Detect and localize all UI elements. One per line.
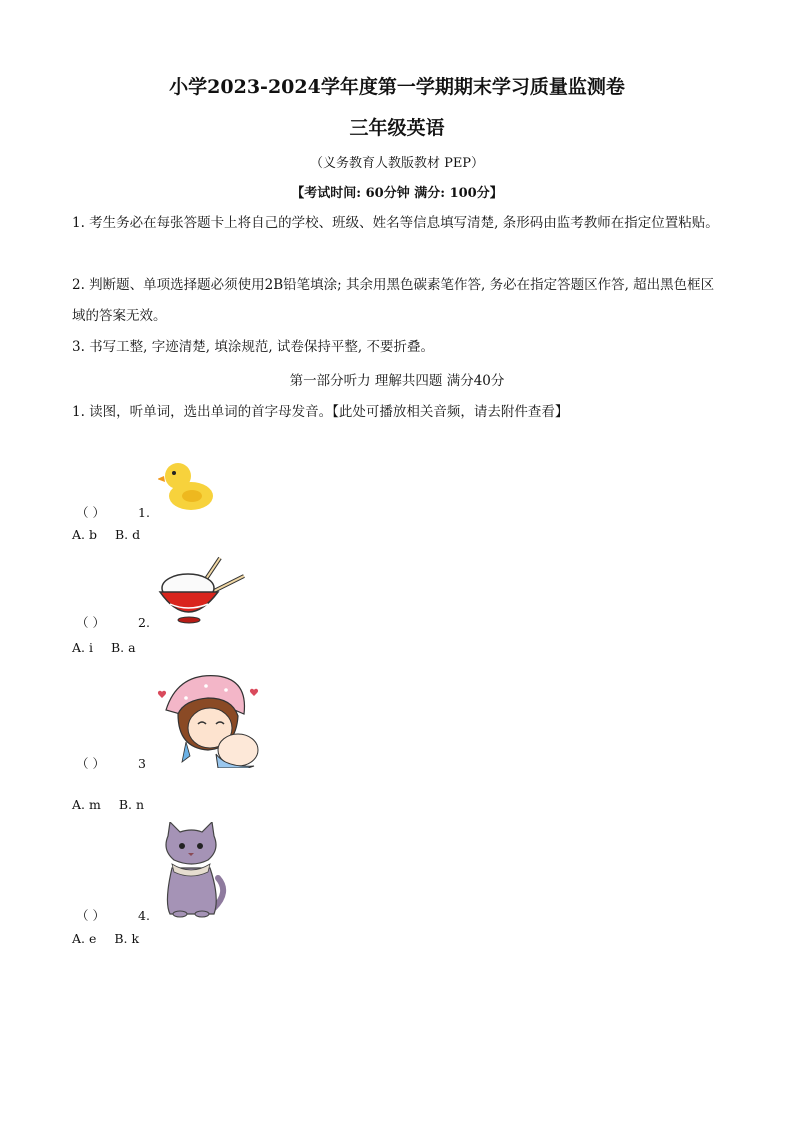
cat-icon [158, 822, 228, 918]
answer-paren[interactable]: （ ） [76, 615, 105, 630]
item-3-row [76, 754, 146, 772]
exam-subtitle: 三年级英语 [349, 117, 445, 139]
option-a[interactable]: A. b [72, 527, 97, 542]
item-4-row [76, 906, 150, 924]
duck-icon [158, 456, 216, 514]
item-2-options [72, 640, 154, 655]
item-2-row [76, 613, 150, 631]
instruction-3: 3. 书写工整, 字迹清楚, 填涂规范, 试卷保持平整, 不要折叠。 [72, 339, 435, 355]
exam-title: 小学2023-2024学年度第一学期期末学习质量监测卷 [169, 76, 625, 98]
option-a[interactable]: A. e [72, 931, 97, 946]
option-b[interactable]: B. k [114, 931, 140, 946]
rice-bowl-icon [156, 554, 246, 626]
option-b[interactable]: B. n [118, 797, 145, 812]
answer-paren[interactable]: （ ） [76, 505, 105, 520]
instruction-1: 1. 考生务必在每张答题卡上将自己的学校、班级、姓名等信息填写清楚, 条形码由监考教师在指定位置粘贴。 [72, 215, 719, 231]
exam-info: 【考试时间: 60分钟 满分: 100分】 [291, 186, 503, 201]
answer-paren[interactable]: （ ） [76, 756, 105, 771]
item-number: 1. [138, 505, 150, 520]
option-b[interactable]: B. a [110, 640, 136, 655]
option-a[interactable]: A. i [72, 640, 93, 655]
item-1-options [72, 527, 158, 542]
mother-baby-icon [156, 670, 262, 768]
option-b[interactable]: B. d [114, 527, 141, 542]
item-number: 3 [138, 756, 146, 771]
section-heading: 第一部分听力 理解共四题 满分40分 [289, 373, 505, 389]
textbook-label: （义务教育人教版教材 PEP） [309, 156, 485, 171]
instruction-2: 2. 判断题、单项选择题必须使用2B铅笔填涂; 其余用黑色碳素笔作答, 务必在指定答题区作答, 超出黑色框区域的答案无效。 [72, 277, 715, 324]
question-prompt: 1. 读图，听单词，选出单词的首字母发音。【此处可播放相关音频，请去附件查看】 [72, 404, 569, 420]
answer-paren[interactable]: （ ） [76, 908, 105, 923]
item-1-row [76, 503, 150, 521]
item-4-options [72, 931, 157, 946]
item-number: 2. [138, 615, 150, 630]
item-3-options [72, 797, 162, 812]
option-a[interactable]: A. m [72, 797, 101, 812]
item-number: 4. [138, 908, 150, 923]
